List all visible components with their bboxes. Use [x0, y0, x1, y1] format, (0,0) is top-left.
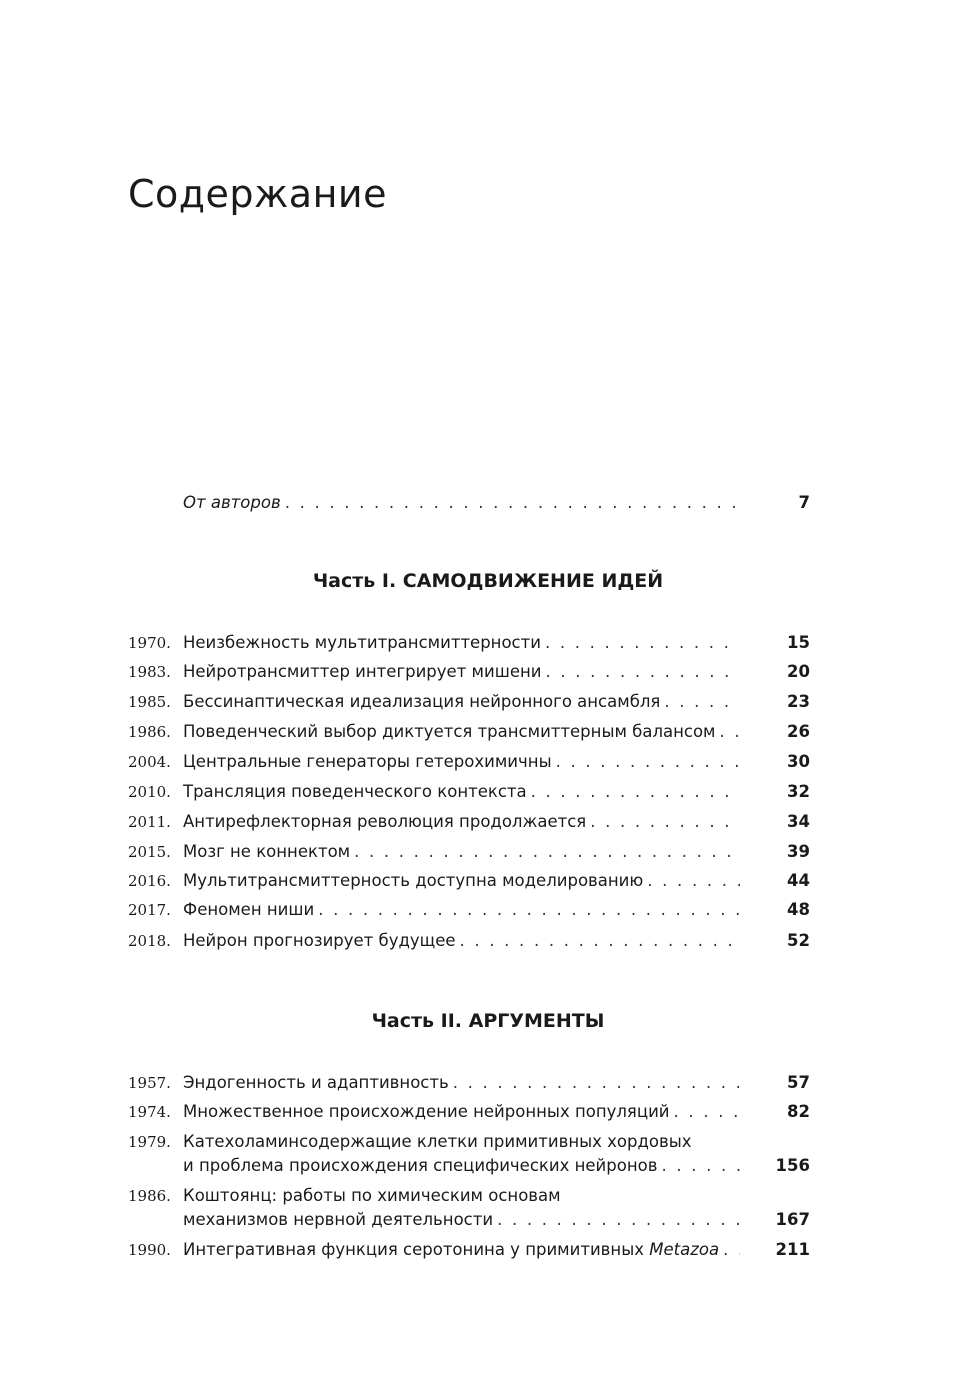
toc-entry-title: механизмов нервной деятельности [183, 1210, 494, 1229]
toc-entry[interactable] [128, 929, 810, 953]
toc-entry-body [183, 491, 740, 515]
toc-entry[interactable] [128, 1238, 810, 1262]
toc-entry[interactable] [128, 750, 810, 774]
leader-dots [674, 1100, 740, 1124]
toc-entry-title: Поведенческий выбор диктуется трансмиттерным балансом [183, 722, 716, 741]
toc-entry-body [183, 869, 740, 893]
toc-entry-page: 156 [775, 1156, 810, 1175]
toc-entry-title: От авторов [183, 493, 281, 512]
toc-entry[interactable] [128, 1208, 810, 1232]
toc-entry-year: 2011. [128, 813, 171, 831]
toc-entry-title: Эндогенность и адаптивность [183, 1073, 449, 1092]
toc-entry-body [183, 631, 740, 655]
leader-dots [556, 750, 740, 774]
leader-dots [460, 929, 741, 953]
toc-entry-year: 1985. [128, 693, 171, 711]
part-heading: Часть II. АРГУМЕНТЫ [371, 1010, 605, 1032]
toc-entry-title: Неизбежность мультитрансмиттерности [183, 633, 541, 652]
toc-entry-title: Бессинаптическая идеализация нейронного ансамбля [183, 692, 661, 711]
leader-dots [497, 1208, 740, 1232]
toc-entry-title-italic: Metazoa [649, 1240, 720, 1259]
toc-entry-page: 15 [787, 633, 810, 652]
toc-entry-title: Множественное происхождение нейронных популяций [183, 1102, 670, 1121]
toc-entry-body [183, 690, 740, 714]
toc-entry-body [183, 929, 740, 953]
toc-entry[interactable] [128, 898, 810, 922]
toc-entry-page: 167 [775, 1210, 810, 1229]
leader-dots [720, 720, 740, 744]
toc-entry-year: 1957. [128, 1074, 171, 1092]
toc-entry-line1[interactable] [128, 1130, 810, 1154]
toc-entry-page: 26 [787, 722, 810, 741]
toc-entry-page: 34 [787, 812, 810, 831]
toc-entry-page: 39 [787, 842, 810, 861]
toc-entry-page: 48 [787, 900, 810, 919]
toc-entry-title-line1: Коштоянц: работы по химическим основам [183, 1186, 561, 1205]
leader-dots [664, 690, 740, 714]
leader-dots [546, 660, 741, 684]
toc-entry[interactable] [128, 840, 810, 864]
toc-entry-body [183, 1071, 740, 1095]
toc-entry-page: 82 [787, 1102, 810, 1121]
toc-entry-body [183, 840, 740, 864]
toc-entry[interactable] [128, 1071, 810, 1095]
toc-entry-year: 2016. [128, 872, 171, 890]
leader-dots [723, 1238, 740, 1262]
toc-entry-title: Нейрон прогнозирует будущее [183, 931, 456, 950]
leader-dots [285, 491, 740, 515]
toc-entry-page: 30 [787, 752, 810, 771]
toc-entry-body [183, 1100, 740, 1124]
toc-entry-body [183, 1238, 740, 1262]
toc-entry-body [183, 750, 740, 774]
toc-entry-title: Трансляция поведенческого контекста [183, 782, 527, 801]
toc-entry-title: Нейротрансмиттер интегрирует мишени [183, 662, 542, 681]
leader-dots [545, 631, 740, 655]
toc-entry-page: 23 [787, 692, 810, 711]
part-heading: Часть I. САМОДВИЖЕНИЕ ИДЕЙ [312, 570, 664, 592]
toc-entry-page: 20 [787, 662, 810, 681]
toc-entry[interactable] [128, 720, 810, 744]
toc-entry[interactable] [128, 660, 810, 684]
toc-entry-year: 2010. [128, 783, 171, 801]
toc-entry-preface[interactable] [128, 491, 810, 515]
toc-entry-title-line1: Катехоламинсодержащие клетки примитивных хордовых [183, 1132, 692, 1151]
toc-entry-body [183, 1208, 740, 1232]
leader-dots [590, 810, 740, 834]
toc-entry-page: 32 [787, 782, 810, 801]
toc-entry-body [183, 898, 740, 922]
toc-entry-year: 2015. [128, 843, 171, 861]
leader-dots [318, 898, 740, 922]
toc-entry-page: 52 [787, 931, 810, 950]
toc-entry[interactable] [128, 869, 810, 893]
leader-dots [453, 1071, 740, 1095]
toc-entry-year: 2018. [128, 932, 171, 950]
toc-entry-year: 2004. [128, 753, 171, 771]
toc-entry[interactable] [128, 1154, 810, 1178]
toc-entry-page: 44 [787, 871, 810, 890]
toc-entry-year: 1990. [128, 1241, 171, 1259]
toc-entry-body [183, 660, 740, 684]
toc-entry-line1[interactable] [128, 1184, 810, 1208]
toc-entry-year: 1970. [128, 634, 171, 652]
toc-entry[interactable] [128, 780, 810, 804]
toc-entry-year: 1979. [128, 1133, 171, 1151]
toc-entry-page: 57 [787, 1073, 810, 1092]
toc-entry-title: Интегративная функция серотонина у примитивных [183, 1240, 644, 1259]
toc-entry-page: 7 [798, 493, 810, 512]
toc-entry-body [183, 1154, 740, 1178]
toc-entry-year: 1986. [128, 723, 171, 741]
toc-entry-year: 1986. [128, 1187, 171, 1205]
toc-entry[interactable] [128, 810, 810, 834]
toc-entry-title: Центральные генераторы гетерохимичны [183, 752, 552, 771]
toc-entry-title: Мозг не коннектом [183, 842, 351, 861]
toc-entry-body [183, 810, 740, 834]
toc-entry[interactable] [128, 1100, 810, 1124]
toc-entry-year: 1974. [128, 1103, 171, 1121]
leader-dots [531, 780, 740, 804]
toc-entry-title: Мультитрансмиттерность доступна моделированию [183, 871, 644, 890]
leader-dots [354, 840, 740, 864]
toc-entry-title: и проблема происхождения специфических нейронов [183, 1156, 658, 1175]
toc-entry-year: 1983. [128, 663, 171, 681]
toc-entry-year: 2017. [128, 901, 171, 919]
toc-entry-body [183, 780, 740, 804]
leader-dots [647, 869, 740, 893]
toc-entry-title: Феномен ниши [183, 900, 315, 919]
toc-entry[interactable] [128, 631, 810, 655]
toc-entry-body [183, 720, 740, 744]
page-title: Содержание [128, 172, 387, 216]
toc-entry-page: 211 [775, 1240, 810, 1259]
leader-dots [661, 1154, 740, 1178]
toc-entry[interactable] [128, 690, 810, 714]
toc-entry-title: Антирефлекторная революция продолжается [183, 812, 587, 831]
